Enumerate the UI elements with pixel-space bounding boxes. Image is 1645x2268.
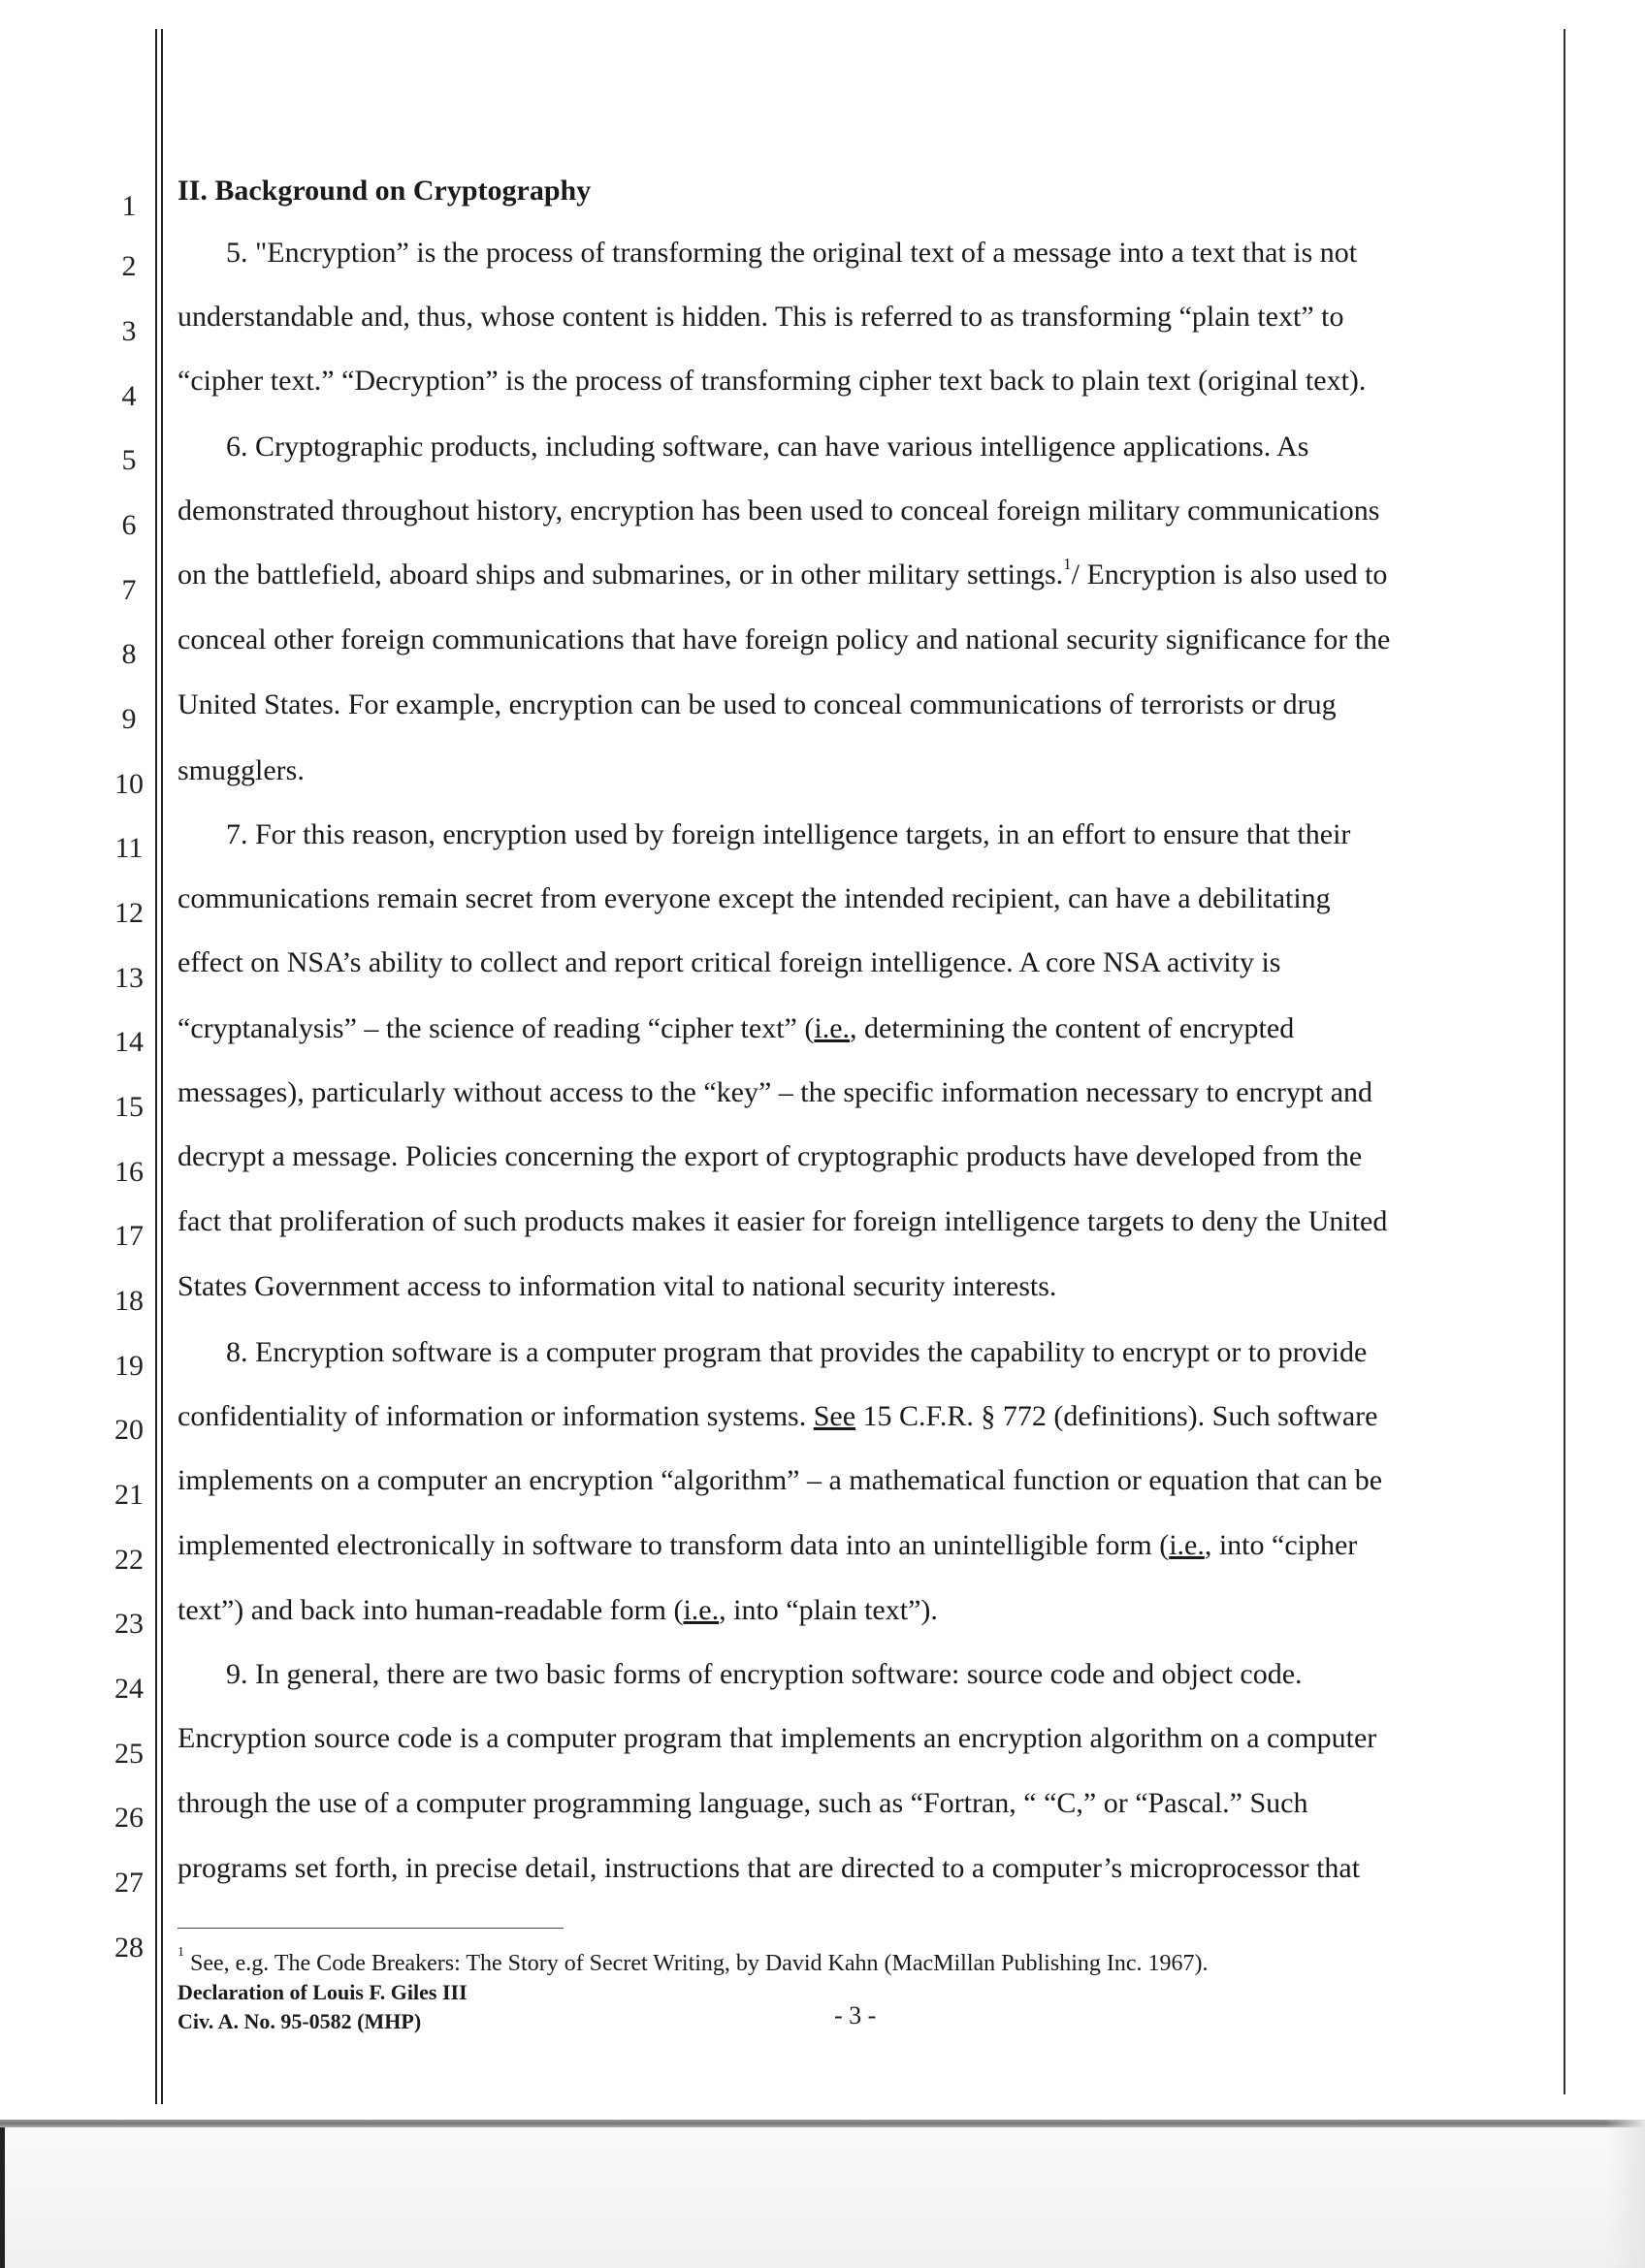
body-text: , into “plain text”). xyxy=(719,1594,938,1626)
line-number: 6 xyxy=(121,509,137,541)
line-number: 3 xyxy=(121,315,137,347)
line-number: 17 xyxy=(114,1220,144,1252)
body-text: text”) and back into human-readable form ( xyxy=(177,1594,684,1626)
right-margin-rule xyxy=(1564,29,1565,2094)
page-number: - 3 - xyxy=(834,2001,877,2029)
footnote-text: See, e.g. The Code Breakers: The Story of Secret Writing, by David Kahn (MacMillan Publishing Inc. 1967). xyxy=(184,1951,1209,1976)
line-number: 5 xyxy=(121,444,137,476)
body-line-18: States Government access to information vital to national security interests. xyxy=(177,1270,1057,1302)
see-signal: See xyxy=(813,1400,856,1432)
body-line-10: smugglers. xyxy=(177,754,305,786)
body-text: , into “cipher xyxy=(1204,1529,1358,1561)
line-number: 16 xyxy=(114,1156,144,1188)
line-number: 12 xyxy=(114,897,144,929)
body-line-13: effect on NSA’s ability to collect and report critical foreign intelligence. A core NSA activity is xyxy=(177,946,1281,978)
line-number: 15 xyxy=(114,1091,144,1123)
ie-abbrev: i.e. xyxy=(1169,1529,1205,1561)
left-margin-rule xyxy=(155,29,157,2104)
body-line-4: “cipher text.” “Decryption” is the process of transforming cipher text back to plain text (original text). xyxy=(177,365,1367,397)
body-text: 15 C.F.R. § 772 (definitions). Such software xyxy=(855,1400,1378,1432)
line-number: 21 xyxy=(114,1479,144,1511)
body-line-19: 8. Encryption software is a computer program that provides the capability to encrypt or to provide xyxy=(226,1336,1368,1368)
body-text: “cryptanalysis” – the science of reading “cipher text” ( xyxy=(177,1012,815,1044)
line-number: 10 xyxy=(114,768,144,800)
footnote-reference[interactable]: 1 xyxy=(1063,555,1072,573)
body-line-15: messages), particularly without access to the “key” – the specific information necessary to encrypt and xyxy=(177,1076,1373,1108)
body-line-21: implements on a computer an encryption “algorithm” – a mathematical function or equation that can be xyxy=(177,1464,1383,1496)
body-line-14 xyxy=(177,1012,1555,1045)
body-line-25: Encryption source code is a computer program that implements an encryption algorithm on a computer xyxy=(177,1722,1377,1754)
body-line-22 xyxy=(177,1529,1555,1562)
body-text: , determining the content of encrypted xyxy=(850,1012,1295,1044)
line-number: 13 xyxy=(114,962,144,994)
body-line-3: understandable and, thus, whose content is hidden. This is referred to as transforming “plain text” to xyxy=(177,301,1344,333)
footer-case-number: Civ. A. No. 95-0582 (MHP) xyxy=(177,2009,422,2033)
section-heading: II. Background on Cryptography xyxy=(177,175,592,207)
line-number: 8 xyxy=(121,638,137,670)
body-line-2: 5. "Encryption” is the process of transforming the original text of a message into a text that is not xyxy=(226,237,1358,269)
body-line-9: United States. For example, encryption can be used to conceal communications of terrorists or drug xyxy=(177,688,1337,720)
body-line-27: programs set forth, in precise detail, instructions that are directed to a computer’s microprocessor that xyxy=(177,1852,1361,1884)
body-line-11: 7. For this reason, encryption used by foreign intelligence targets, in an effort to ensure that their xyxy=(226,818,1351,850)
line-number: 4 xyxy=(121,380,137,412)
line-number: 27 xyxy=(114,1867,144,1899)
line-number: 20 xyxy=(114,1414,144,1446)
line-number: 7 xyxy=(121,574,137,606)
scan-right-fade xyxy=(1606,2120,1645,2268)
body-text: confidentiality of information or information systems. xyxy=(177,1400,814,1432)
body-line-23 xyxy=(177,1594,1555,1627)
line-number: 22 xyxy=(114,1544,144,1576)
body-text: implemented electronically in software to transform data into an unintelligible form ( xyxy=(177,1529,1170,1561)
line-number: 14 xyxy=(114,1026,144,1058)
scan-background xyxy=(0,2127,1645,2268)
body-line-7 xyxy=(177,555,1555,591)
body-text: on the battlefield, aboard ships and submarines, or in other military settings. xyxy=(177,559,1064,591)
body-line-8: conceal other foreign communications that have foreign policy and national security significance for the xyxy=(177,623,1391,655)
body-line-24: 9. In general, there are two basic forms of encryption software: source code and object code. xyxy=(226,1658,1303,1690)
body-line-16: decrypt a message. Policies concerning the export of cryptographic products have developed from the xyxy=(177,1140,1363,1172)
ie-abbrev: i.e. xyxy=(683,1594,720,1626)
body-line-12: communications remain secret from everyone except the intended recipient, can have a debilitating xyxy=(177,882,1331,914)
scan-left-edge xyxy=(0,2127,5,2268)
body-line-6: demonstrated throughout history, encryption has been used to conceal foreign military communications xyxy=(177,495,1380,527)
footnote-separator xyxy=(177,1928,564,1929)
line-number: 23 xyxy=(114,1608,144,1640)
body-line-26: through the use of a computer programming language, such as “Fortran, “ “C,” or “Pascal.” Such xyxy=(177,1787,1308,1819)
line-number: 28 xyxy=(114,1932,144,1964)
line-number: 24 xyxy=(114,1673,144,1705)
line-number: 26 xyxy=(114,1802,144,1834)
line-number: 9 xyxy=(121,703,137,735)
footnote xyxy=(177,1945,1209,1977)
body-line-17: fact that proliferation of such products makes it easier for foreign intelligence targets to deny the United xyxy=(177,1205,1388,1237)
line-number: 2 xyxy=(121,250,137,282)
left-margin-rule-inner xyxy=(161,29,163,2104)
footnote-marker: 1 xyxy=(177,1945,184,1960)
line-number: 25 xyxy=(114,1738,144,1770)
line-number: 18 xyxy=(114,1285,144,1317)
line-number: 1 xyxy=(121,190,137,222)
line-number: 19 xyxy=(114,1350,144,1382)
body-line-5: 6. Cryptographic products, including software, can have various intelligence applications. As xyxy=(226,431,1309,463)
body-line-20 xyxy=(177,1400,1555,1433)
line-number: 11 xyxy=(114,832,144,864)
ie-abbrev: i.e. xyxy=(814,1012,851,1044)
body-text: / Encryption is also used to xyxy=(1071,559,1388,591)
footer-document-title: Declaration of Louis F. Giles III xyxy=(177,1980,468,2004)
